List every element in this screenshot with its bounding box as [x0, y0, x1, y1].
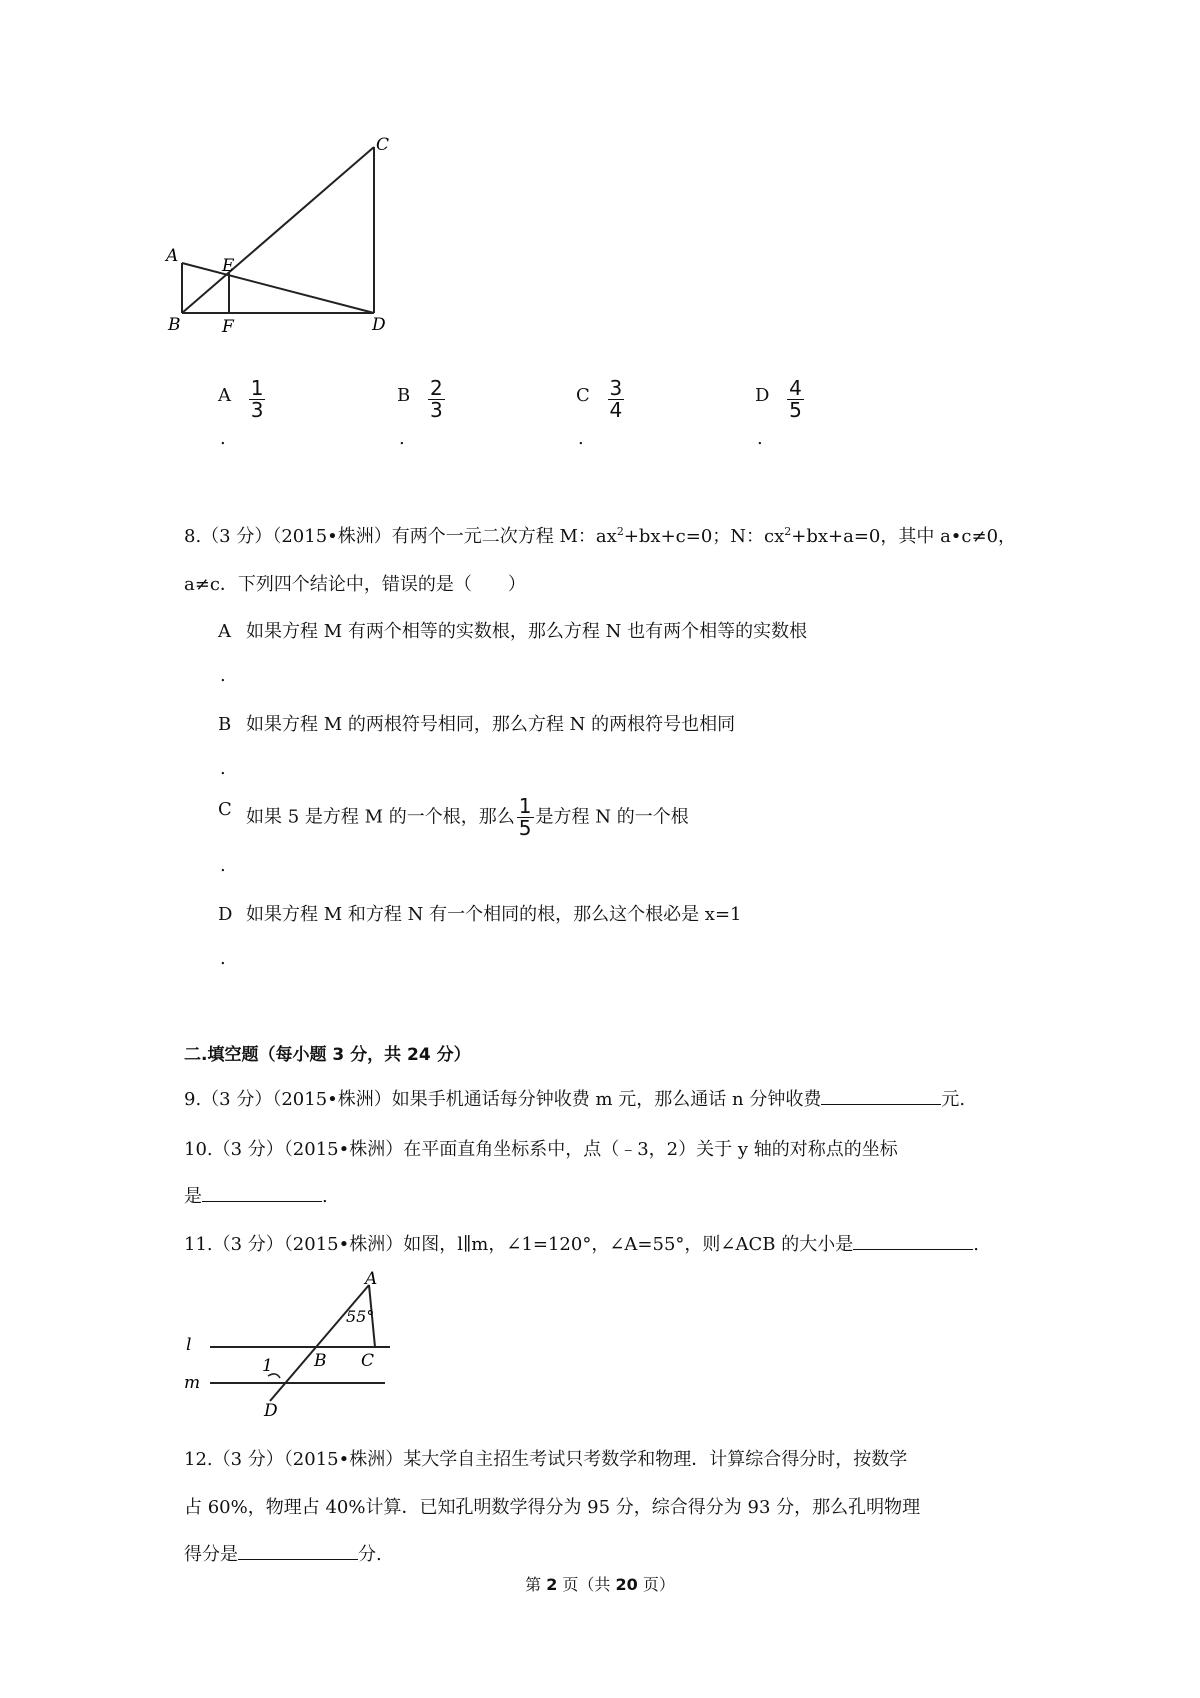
option-letter: D: [218, 904, 233, 925]
label-d: D: [372, 315, 386, 335]
numerator: 1: [250, 376, 264, 400]
q8-text: 8.（3 分）（2015•株洲）有两个一元二次方程 M：ax: [184, 526, 617, 547]
q8-text: +bx+a=0，其中 a•c≠0，: [791, 526, 1017, 547]
label-1: 1: [262, 1356, 273, 1376]
q9-text: 9.（3 分）（2015•株洲）如果手机通话每分钟收费 m 元，那么通话 n 分钟收费: [184, 1089, 822, 1110]
label-c: C: [376, 135, 390, 155]
denominator: 4: [609, 398, 623, 422]
label-b: B: [168, 315, 181, 335]
q9-text: 元.: [941, 1089, 966, 1110]
label-d: D: [264, 1401, 278, 1418]
q7-option-d[interactable]: [755, 378, 806, 421]
dot: .: [399, 428, 405, 449]
q11-figure: [180, 1268, 400, 1418]
denominator: 3: [250, 398, 264, 422]
footer-text: 页）: [637, 1575, 675, 1594]
option-text: 如果方程 M 有两个相等的实数根，那么方程 N 也有两个相等的实数根: [246, 621, 808, 642]
option-letter: A: [218, 384, 231, 406]
option-letter: A: [218, 621, 231, 642]
q7-option-a[interactable]: [218, 378, 267, 421]
q8-option-c[interactable]: [218, 796, 689, 839]
q12-text: 分.: [358, 1544, 382, 1565]
page-footer: [0, 1572, 1200, 1595]
dot: .: [220, 948, 226, 969]
option-letter: B: [218, 714, 232, 735]
numerator: 2: [429, 376, 443, 400]
q10-line1: 10.（3 分）（2015•株洲）在平面直角坐标系中，点（﹣3，2）关于 y 轴的对称点的坐标: [184, 1139, 898, 1160]
option-text: 如果方程 M 和方程 N 有一个相同的根，那么这个根必是 x=1: [246, 904, 742, 925]
option-letter: B: [397, 384, 411, 406]
q8-stem-line2: a≠c．下列四个结论中，错误的是（ ）: [184, 574, 526, 595]
dot: .: [578, 428, 584, 449]
answer-blank[interactable]: [821, 1086, 941, 1105]
label-c: C: [361, 1351, 375, 1371]
q7-option-c[interactable]: [576, 378, 626, 421]
angle-label: 55°: [346, 1307, 375, 1326]
label-b: B: [314, 1351, 327, 1371]
answer-blank[interactable]: [202, 1183, 322, 1202]
page-number: 2: [546, 1575, 558, 1594]
numerator: 1: [518, 794, 532, 818]
option-text: 如果方程 M 的两根符号相同，那么方程 N 的两根符号也相同: [246, 714, 736, 735]
option-text: 如果 5 是方程 M 的一个根，那么: [246, 806, 515, 828]
q12-line2: 占 60%，物理占 40%计算．已知孔明数学得分为 95 分，综合得分为 93 分，那么孔明物理: [184, 1497, 921, 1518]
numerator: 3: [609, 376, 623, 400]
q10-text: .: [322, 1186, 328, 1207]
option-text: 是方程 N 的一个根: [535, 806, 689, 828]
option-letter: C: [218, 798, 232, 820]
q7-figure: [160, 130, 420, 345]
dot: .: [220, 428, 226, 449]
q8-option-b[interactable]: [218, 710, 735, 736]
numerator: 4: [789, 376, 802, 400]
answer-blank[interactable]: [853, 1231, 973, 1250]
denominator: 5: [789, 398, 802, 422]
label-a: A: [166, 246, 179, 266]
label-l: l: [186, 1335, 192, 1355]
dot: .: [220, 758, 226, 779]
q8-option-d[interactable]: [218, 900, 741, 926]
label-e: E: [222, 256, 235, 276]
q9: [184, 1085, 965, 1111]
fraction: [517, 796, 534, 839]
footer-text: 第: [525, 1575, 547, 1594]
dot: .: [757, 428, 763, 449]
denominator: 5: [518, 816, 532, 840]
dot: .: [220, 855, 226, 876]
q12-line3: [184, 1540, 382, 1566]
dot: .: [220, 665, 226, 686]
fraction: [249, 378, 266, 421]
q8-stem-line1: [184, 522, 1016, 548]
fraction: [608, 378, 625, 421]
section-title: 二.填空题（每小题 3 分，共 24 分）: [184, 1045, 471, 1065]
exponent: 2: [784, 525, 792, 538]
q11-text: 11.（3 分）（2015•株洲）如图，l∥m，∠1=120°，∠A=55°，则∠ACB 的大小是: [184, 1234, 854, 1255]
exponent: 2: [616, 525, 624, 538]
q7-option-b[interactable]: [397, 378, 447, 421]
label-a: A: [365, 1269, 378, 1289]
q12-text: 得分是: [184, 1544, 238, 1565]
total-pages: 20: [615, 1575, 638, 1594]
label-f: F: [222, 317, 234, 337]
q10-text: 是: [184, 1186, 202, 1207]
q12-line1: 12.（3 分）（2015•株洲）某大学自主招生考试只考数学和物理．计算综合得分时，按数学: [184, 1449, 908, 1470]
q8-option-a[interactable]: [218, 617, 807, 643]
label-m: m: [184, 1373, 201, 1393]
fraction: [428, 378, 445, 421]
fraction: [787, 378, 804, 421]
q10-line2: [184, 1182, 328, 1208]
answer-blank[interactable]: [238, 1541, 358, 1560]
option-letter: D: [755, 384, 770, 406]
q11: [184, 1230, 979, 1256]
option-letter: C: [576, 384, 590, 406]
q8-text: +bx+c=0；N：cx: [623, 526, 785, 547]
footer-text: 页（共: [557, 1575, 616, 1594]
denominator: 3: [429, 398, 443, 422]
q11-text: .: [973, 1234, 979, 1255]
